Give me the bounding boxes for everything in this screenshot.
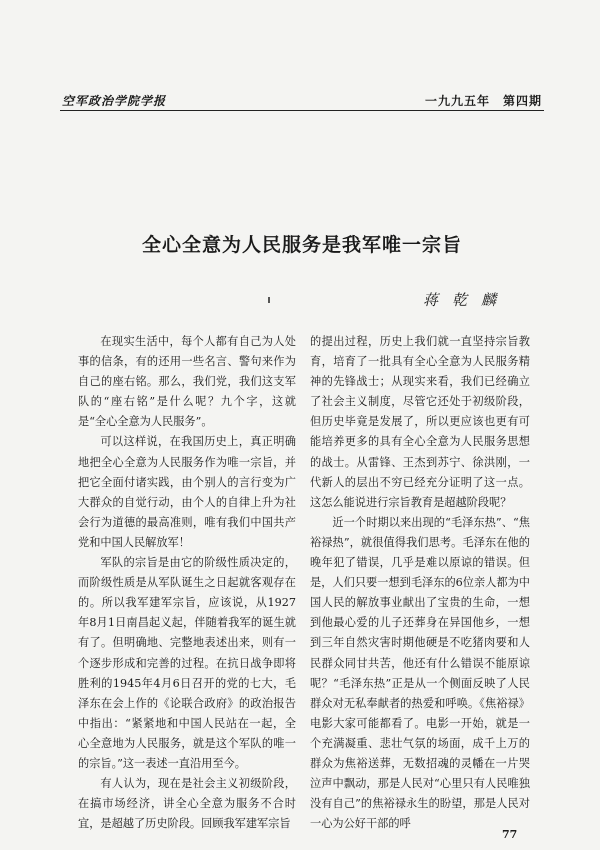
scan-artifact-mark [268, 297, 270, 303]
paragraph: 的提出过程，历史上我们就一直坚持宗旨教育，培育了一批具有全心全意为人民服务精神的先锋战士；从现实来看，我们已经确立了社会主义制度，尽管它还处于初级阶段，但历史毕竟是发展了，所以更应该也更有可能培养更多的具有全心全意为人民服务思想的战士。从雷锋、王杰到苏宁、徐洪刚，一代新人的层出不穷已经充分证明了这一点。这怎么能说进行宗旨教育是超越阶段呢？ [310, 335, 530, 509]
paragraph: 在现实生活中，每个人都有自己为人处事的信条，有的还用一些名言、警句来作为自己的座右铭。那么，我们党，我们这支军队的“座右铭”是什么呢？九个字，这就是“全心全意为人民服务”。 [78, 335, 296, 429]
paragraph: 有人认为，现在是社会主义初级阶段，在搞市场经济，讲全心全意为服务不合时宜，是超越了历史阶段。回顾我军建军宗旨 [78, 777, 296, 831]
body-column-left [78, 332, 296, 834]
paragraph: 军队的宗旨是由它的阶级性质决定的，而阶级性质是从军队诞生之日起就客观存在的。所以我军建军宗旨，应该说，从1927年8月1日南昌起义起，伴随着我军的诞生就有了。但明确地、完整地表述出来，则有一个逐步形成和完善的过程。在抗日战争即将胜利的1945年4月6日召开的党的七大，毛泽东在会上作的《论联合政府》的政治报告中指出：“紧紧地和中国人民站在一起，全心全意地为人民服务，就是这个军队的唯一的宗旨。”这一表述一直沿用至今。 [78, 556, 296, 770]
paragraph: 可以这样说，在我国历史上，真正明确地把全心全意为人民服务作为唯一宗旨，并把它全面付诸实践，由个别人的言行变为广大群众的自觉行动，由个人的自律上升为社会行为道德的最高准则，唯有我们中国共产党和中国人民解放军！ [78, 435, 296, 549]
running-header [60, 92, 544, 111]
article-title: 全心全意为人民服务是我军唯一宗旨 [141, 234, 462, 256]
issue-label: 一九九五年 第四期 [424, 94, 542, 108]
page-number: 77 [502, 828, 518, 841]
journal-name: 空军政治学院学报 [62, 94, 167, 108]
article-author: 蒋乾麟 [422, 291, 510, 309]
body-column-right [310, 332, 530, 834]
paragraph: 近一个时期以来出现的“毛泽东热”、“焦裕禄热”，就很值得我们思考。毛泽东在他的晚年犯了错误，几乎是难以原谅的错误。但是，人们只要一想到毛泽东的6位亲人都为中国人民的解放事业献出了宝贵的生命，一想到他最心爱的儿子还葬身在异国他乡，一想到三年自然灾害时期他硬是不吃猪肉要和人民群众同甘共苦，他还有什么错误不能原谅呢？“毛泽东热”正是从一个侧面反映了人民群众对无私奉献者的热爱和呼唤。《焦裕禄》电影大家可能都看了。电影一开始，就是一个充满凝重、悲壮气氛的场面，成千上万的群众为焦裕送葬，无数招魂的灵幡在一片哭泣声中飘动，那是人民对“心里只有人民唯独没有自己”的焦裕禄永生的盼望，那是人民对一心为公好干部的呼 [310, 515, 530, 831]
